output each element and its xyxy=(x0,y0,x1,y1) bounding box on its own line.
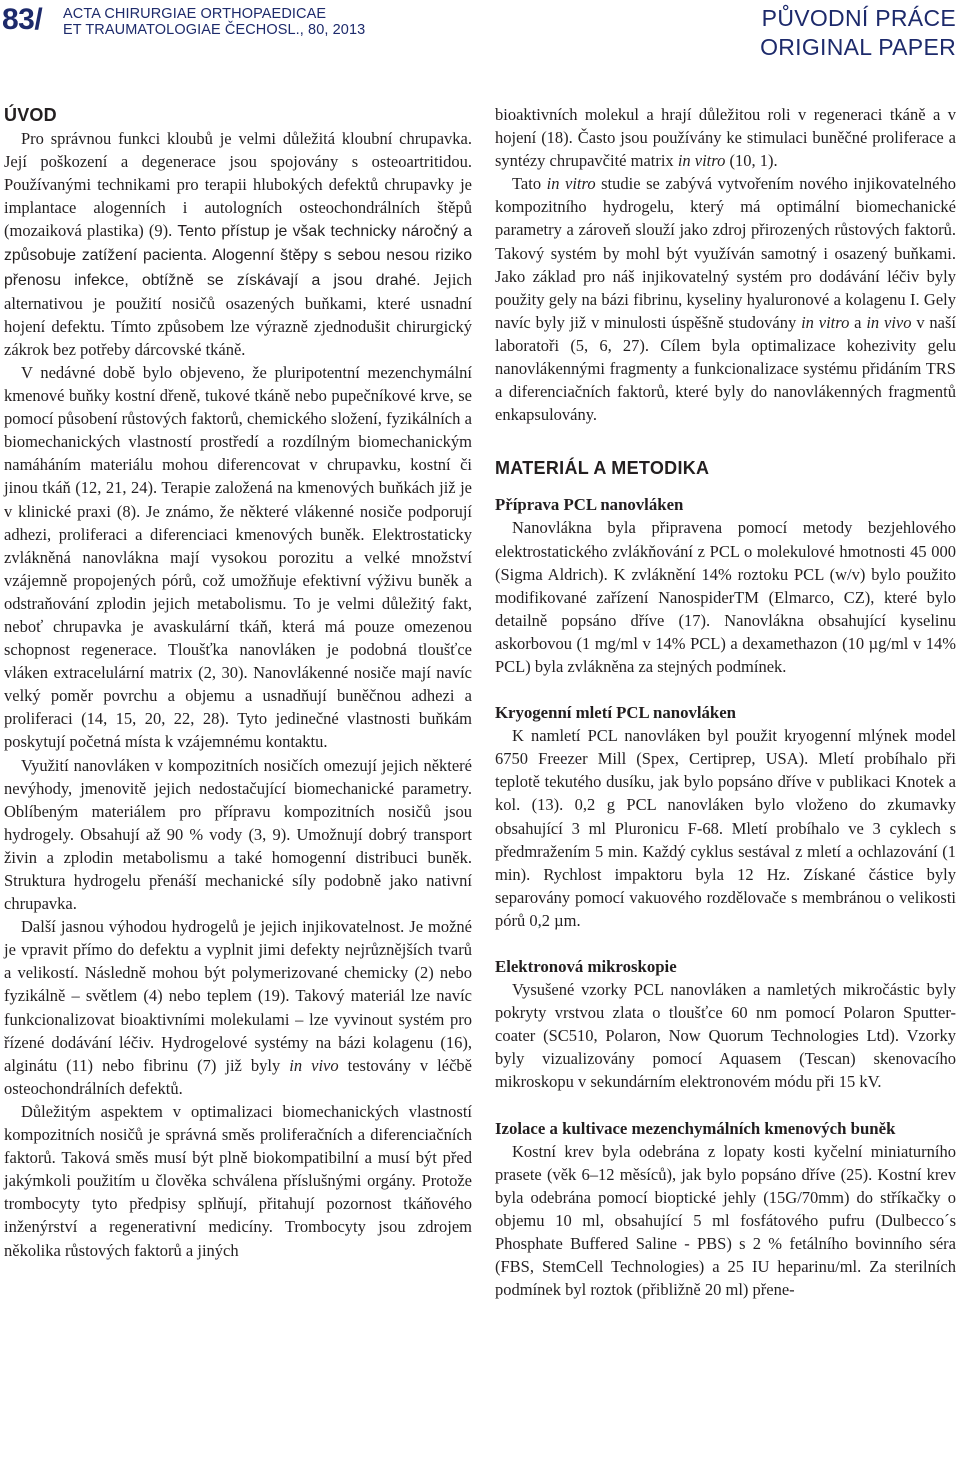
intro-p4-text-a: Další jasnou výhodou hydrogelů je jejich injikovatelnost. Je možné je vpravit přímo do defektu a vyplnit jimi defekty nejrůznějších tvarů a velikostí. Následně mohou být polymerizované chemicky (2) nebo fyzikálně – světlem (4) nebo teplem (19). Takový materiál lze navíc funkcionalizovat bioaktivními molekulami – lze vyvinout systém pro řízené dodávání léčiv. Hydrogelové systémy na bázi kolagenu (16), alginátu (11) nebo fibrinu (7) již byly xyxy=(4,917,472,1075)
aim-text-a: Tato xyxy=(512,174,547,194)
aim-text-d: v naší laboratoři (5, 6, 27). Cílem byla optimalizace kohezivity gelu nanovlákennými fragmenty a funkcionalizace systému přidáním TRS a diferenciačních faktorů, které byly do nanovlákenných fragmentů enkapsulovány. xyxy=(495,312,956,425)
pcl-preparation-paragraph: Nanovlákna byla připravena pomocí metody bezjehlového elektrostatického zvlákňování z PCL o molekulové hmotnosti 45 000 (Sigma Aldrich). K zvláknění 14% roztoku PCL (w/v) bylo použito modifikované zařízení NanospiderTM (Elmarco, CZ), které bylo detailně popsáno dříve (17). Nanovlákna obsahující kyselinu askorbovou (1 mg/ml v 14% PCL) a dexamethazon (10 µg/ml v 14% PCL) byla zvlákněna za stejných podmínek. xyxy=(495,518,956,676)
article-type xyxy=(760,4,956,62)
heading-introduction: ÚVOD xyxy=(4,105,57,125)
aim-italic-2: in vitro xyxy=(801,312,850,332)
subheading-pcl-preparation: Příprava PCL nanovláken xyxy=(495,495,684,515)
spacer xyxy=(495,678,956,701)
electron-microscopy-paragraph: Vysušené vzorky PCL nanovláken a namletých mikročástic byly pokryty vrstvou zlata o tloušťce 60 nm pomocí Polaron Sputter-coater (SC510, Polaron, Now Quorum Technologies Ltd). Vzorky byly vizualizovány pomocí Aquasem (Tescan) skenovacího mikroskopu v sekundárním elektronovém módu při 15 kV. xyxy=(495,980,956,1092)
right-column xyxy=(495,103,956,1301)
intro-paragraph-4 xyxy=(4,915,472,1100)
journal-line-2: ET TRAUMATOLOGIAE ČECHOSL., 80, 2013 xyxy=(63,22,366,38)
aim-text-b: studie se zabývá vytvořením nového injikovatelného kompozitního hydrogelu, který má optimální biomechanické parametry a zároveň slouží jako zdroj přirozených růstových faktorů. Takový systém by mohl být využíván samotný i osazený buňkami. Jako základ pro náš injikovatelný systém pro dodávání léčiv byly použity gely na bázi fibrinu, kyseliny hyaluronové a kolagenu I. Gely navíc byly již v minulosti úspěšně studovány xyxy=(495,174,956,332)
aim-text-c: a xyxy=(849,312,867,332)
heading-methods: MATERIÁL A METODIKA xyxy=(495,458,710,479)
article-type-cz: PŮVODNÍ PRÁCE xyxy=(761,5,956,31)
spacer xyxy=(495,932,956,955)
article-type-en: ORIGINAL PAPER xyxy=(760,34,956,60)
intro-p1-sans-text: Tento přístup je však technicky náročný a způsobuje zatížení pacienta. Alogenní štěpy s sebou nesou riziko přenosu infekce, obtížně se získávají a jsou drahé. xyxy=(4,223,472,289)
subheading-msc-isolation: Izolace a kultivace mezenchymálních kmenových buněk xyxy=(495,1118,896,1138)
left-column xyxy=(4,104,472,1262)
cont-text-a: bioaktivních molekul a hrají důležitou roli v regeneraci tkáně a v hojení (18). Často jsou používány ke stimulaci buněčné proliferace a syntézy chrupavčité matrix xyxy=(495,105,956,171)
journal-line-1: ACTA CHIRURGIAE ORTHOPAEDICAE xyxy=(63,6,327,22)
intro-paragraph-3: Využití nanovláken v kompozitních nosičích omezují jejich některé nevýhody, jmenovitě jejich nedostačující biomechanické parametry. Oblíbeným materiálem pro přípravu kompozitních nosičů jsou hydrogely. Obsahují až 90 % vody (3, 9). Umožnují dobrý transport živin a zplodin metabolismu a také homogenní distribuci buněk. Struktura hydrogelu přenáší mechanické síly podobně jako nativní chrupavka. xyxy=(4,755,472,914)
intro-p1-end-text: Jejich alternativou je použití nosičů osazených buňkami, které usnadní hojení defektu. Tímto způsobem lze výrazně zjednodušit chirurgický zákrok bez potřeby dárcovské tkáně. xyxy=(4,269,472,359)
cont-text-b: (10, 1). xyxy=(725,151,778,171)
page-number: 83/ xyxy=(2,3,43,36)
intro-p4-text-b: testovány v léčbě osteochondrálních defektů. xyxy=(4,1055,472,1098)
aim-italic-1: in vitro xyxy=(546,174,596,194)
journal-name xyxy=(63,6,365,38)
msc-isolation-paragraph: Kostní krev byla odebrána z lopaty kosti kyčelní miniaturního prasete (věk 6–12 měsíců), jak bylo popsáno dříve (25). Kostní krev byla odebrána pomocí bioptické jehly (15G/70mm) do stříkačky o objemu 10 ml, obsahující 5 ml fosfátového pufru (Dulbecco´s Phosphate Buffered Saline - PBS) s 2 % fetálního bovinního séra (FBS, StemCell Technologies) a 25 IU heparinu/ml. Za sterilních podmínek byl roztok (přibližně 20 ml) přene- xyxy=(495,1141,956,1300)
page-header xyxy=(0,0,960,72)
aim-italic-3: in vivo xyxy=(866,312,912,332)
intro-continuation xyxy=(495,103,956,172)
cont-italic: in vitro xyxy=(677,151,726,171)
intro-paragraph-5: Důležitým aspektem v optimalizaci biomechanických vlastností kompozitních nosičů je správná směs proliferačních a diferenciačních faktorů. Taková směs musí být plně biokompatibilní a musí být před jakýmkoli použitím u člověka schválena příslušnými orgány. Protože trombocyty tyto předpisy splňují, přitahují pozornost tkáňového inženýrství a regenerativní medicíny. Trombocyty jsou zdrojem několika růstových faktorů a jiných xyxy=(4,1101,472,1260)
cryogenic-milling-paragraph: K namletí PCL nanovláken byl použit kryogenní mlýnek model 6750 Freezer Mill (Spex, Certiprep, USA). Mletí probíhalo při teplotě tekutého dusíku, jak bylo popsáno dříve v publikaci Knotek a kol. (13). 0,2 g PCL nanovláken bylo vloženo do zkumavky obsahující 3 ml Pluronicu F-68. Mletí probíhalo ve 3 cyklech s předmražením 5 min. Každý cyklus sestával z mletí a ochlazování (1 min). Rychlost impaktoru byla 12 Hz. Získané částice byly separovány pomocí vakuového rozdělovače s membránou o velikosti pórů 0,2 µm. xyxy=(495,726,956,930)
subheading-electron-microscopy: Elektronová mikroskopie xyxy=(495,957,677,976)
aim-paragraph xyxy=(495,172,956,426)
spacer xyxy=(495,1094,956,1117)
intro-paragraph-1 xyxy=(4,127,472,361)
intro-p1-text: Pro správnou funkci kloubů je velmi důležitá kloubní chrupavka. Její poškození a degenerace jsou spojovány s osteoartritidou. Používanými technikami pro terapii hlubokých defektů chrupavky je implantace alogenních i autologních osteochondrálních štěpů (mozaiková plastika) (9). xyxy=(4,129,472,241)
intro-p4-italic: in vivo xyxy=(289,1055,339,1075)
intro-paragraph-2: V nedávné době bylo objeveno, že pluripotentní mezenchymální kmenové buňky kostní dřeně, tukové tkáně nebo pupečníkové krve, se pomocí působení růstových faktorů, chemického složení, fyzikálních a biomechanických vlastností prostředí a rozdílným biomechanickým namáháním materiálu mohou diferencovat v chrupavku, kostní či jinou tkáň (12, 21, 24). Terapie založená na kmenových buňkách již je v klinické praxi (8). Je známo, že některé vlákenné nosiče podporují adhezi, proliferaci a diferenciaci kmenových buněk. Elektrostaticky zvlákněná nanovlákna mají vysokou porozitu a velké množství vzájemně propojených pórů, což umožňuje efektivní výživu buněk a odstraňování zplodin jejich metabolismu. To je velmi důležitý fakt, neboť chrupavka je avaskulární tkáň, která má pouze omezenou schopnost regenerace. Tloušťka nanovláken je podobná tloušťce vláken extracelulární matrix (2, 30). Nanovlákenné nosiče mají navíc velký poměr povrchu a objemu a usnadňují buněčnou adhezi a proliferaci (14, 15, 20, 22, 28). Tyto jedinečné vlastnosti buňkám poskytují početná místa k vzájemnému kontaktu. xyxy=(4,362,472,752)
subheading-cryogenic-milling: Kryogenní mletí PCL nanovláken xyxy=(495,703,737,723)
